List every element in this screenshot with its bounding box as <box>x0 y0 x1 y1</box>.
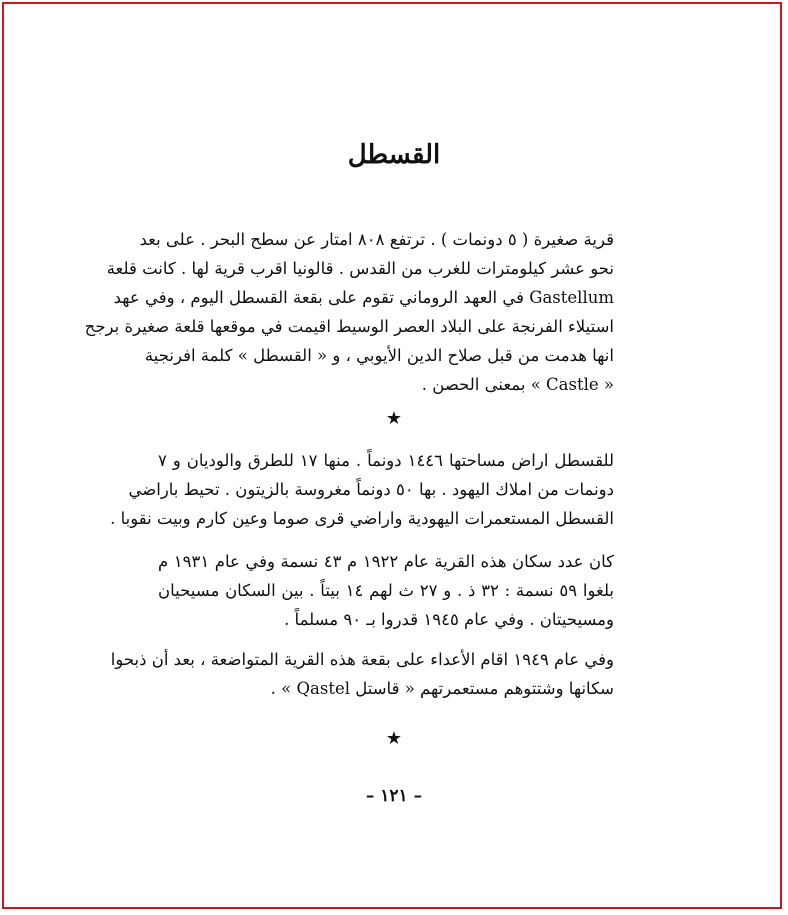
page-number: – ١٢١ – <box>365 786 423 806</box>
paragraph-3 <box>158 547 614 634</box>
text-line: قرية صغيرة ( ٥ دونمات ) . ترتفع ٨٠٨ امتار عن سطح البحر . على بعد <box>139 230 614 249</box>
paragraph-1 <box>84 225 614 399</box>
text-line: ومسيحيتان . وفي عام ١٩٤٥ قدروا بـ ٩٠ مسلماً . <box>284 610 614 629</box>
text-line: سكانها وشتتوهم مستعمرتهم « قاستل Qastel » . <box>270 679 614 698</box>
separator-star-1: ★ <box>385 408 403 429</box>
text-line: استيلاء الفرنجة على البلاد العصر الوسيط اقيمت في موقعها قلعة صغيرة برجح <box>84 317 614 336</box>
text-line: نحو عشر كيلومترات للغرب من القدس . قالونيا اقرب قرية لها . كانت قلعة <box>106 259 614 278</box>
text-line: Gastellum في العهد الروماني تقوم على بقعة القسطل اليوم ، وفي عهد <box>113 288 614 307</box>
text-line: وفي عام ١٩٤٩ اقام الأعداء على بقعة هذه القرية المتواضعة ، بعد أن ذبحوا <box>110 650 614 669</box>
text-line: القسطل المستعمرات اليهودية واراضي قرى صوما وعين كارم وبيت نقوبا . <box>110 509 614 528</box>
paragraph-2 <box>110 446 614 533</box>
text-line: للقسطل اراض مساحتها ١٤٤٦ دونماً . منها ١٧ للطرق والوديان و ٧ <box>158 451 614 470</box>
separator-star-2: ★ <box>385 728 403 749</box>
text-line: بلغوا ٥٩ نسمة : ٣٢ ذ . و ٢٧ ث لهم ١٤ بيتاً . بين السكان مسيحيان <box>158 581 615 600</box>
text-line: انها هدمت من قبل صلاح الدين الأيوبي ، و « القسطل » كلمة افرنجية <box>144 346 614 365</box>
text-line: كان عدد سكان هذه القرية عام ١٩٢٢ م ٤٣ نسمة وفي عام ١٩٣١ م <box>158 552 614 571</box>
page-title: القسطل <box>347 140 441 170</box>
text-line: « Castle » بمعنى الحصن . <box>421 375 614 394</box>
text-line: دونمات من املاك اليهود . بها ٥٠ دونماً مغروسة بالزيتون . تحيط باراضي <box>128 480 614 499</box>
paragraph-4 <box>110 645 614 703</box>
